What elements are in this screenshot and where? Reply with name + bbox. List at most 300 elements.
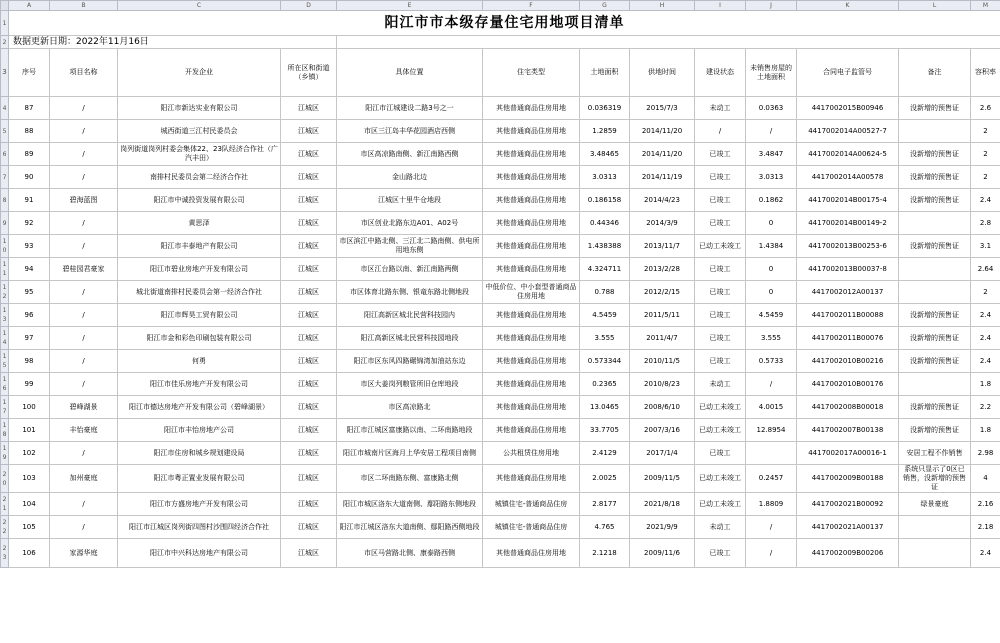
table-cell[interactable]: 2009/11/5 bbox=[630, 465, 695, 493]
table-cell[interactable]: 1.438388 bbox=[580, 235, 630, 258]
table-cell[interactable]: 4417002013B00253-6 bbox=[797, 235, 899, 258]
column-header[interactable]: 项目名称 bbox=[50, 49, 118, 97]
column-letter[interactable]: D bbox=[281, 1, 337, 11]
table-cell[interactable]: 阳江高新区城北民营科技园地段 bbox=[337, 327, 483, 350]
table-cell[interactable]: 何勇 bbox=[118, 350, 281, 373]
table-cell[interactable]: 4417002014B00149-2 bbox=[797, 212, 899, 235]
table-cell[interactable]: 没新增的预售证 bbox=[899, 327, 971, 350]
table-cell[interactable] bbox=[899, 539, 971, 568]
table-cell[interactable]: 2 bbox=[971, 143, 1000, 166]
table-cell[interactable]: 103 bbox=[9, 465, 50, 493]
table-cell[interactable]: 4417002010B00176 bbox=[797, 373, 899, 396]
table-cell[interactable]: 阳江市中兴科达房地产有限公司 bbox=[118, 539, 281, 568]
table-cell[interactable]: 碧桂园君豪家 bbox=[50, 258, 118, 281]
table-cell[interactable] bbox=[899, 281, 971, 304]
table-cell[interactable]: 4417002021A00137 bbox=[797, 516, 899, 539]
row-number[interactable]: 9 bbox=[1, 212, 9, 235]
table-cell[interactable]: 2 bbox=[971, 120, 1000, 143]
table-cell[interactable]: 城镇住宅-普通商品住房 bbox=[483, 516, 580, 539]
column-header[interactable]: 所在区和街道（乡镇） bbox=[281, 49, 337, 97]
row-number[interactable]: 1 bbox=[1, 11, 9, 36]
row-number[interactable]: 13 bbox=[1, 304, 9, 327]
table-cell[interactable]: 4.324711 bbox=[580, 258, 630, 281]
table-cell[interactable]: / bbox=[50, 120, 118, 143]
column-header[interactable]: 供地时间 bbox=[630, 49, 695, 97]
table-cell[interactable]: / bbox=[746, 373, 797, 396]
table-cell[interactable]: 4417002012A00137 bbox=[797, 281, 899, 304]
row-number[interactable]: 7 bbox=[1, 166, 9, 189]
table-cell[interactable] bbox=[899, 373, 971, 396]
table-cell[interactable]: 4417002013B00037-8 bbox=[797, 258, 899, 281]
table-cell[interactable]: 阳江市城南片区海月上华安居工程项目南侧 bbox=[337, 442, 483, 465]
table-cell[interactable]: 4417002009B00188 bbox=[797, 465, 899, 493]
table-cell[interactable]: 已竣工 bbox=[695, 212, 746, 235]
table-cell[interactable]: 安居工程不作销售 bbox=[899, 442, 971, 465]
table-cell[interactable]: 87 bbox=[9, 97, 50, 120]
table-cell[interactable]: 2010/8/23 bbox=[630, 373, 695, 396]
table-cell[interactable]: 4417002010B00216 bbox=[797, 350, 899, 373]
table-cell[interactable]: 已竣工 bbox=[695, 258, 746, 281]
column-letter[interactable]: A bbox=[9, 1, 50, 11]
table-cell[interactable]: 其他普通商品住房用地 bbox=[483, 539, 580, 568]
table-cell[interactable]: 4417002014A00527-7 bbox=[797, 120, 899, 143]
table-cell[interactable]: 江城区 bbox=[281, 166, 337, 189]
table-cell[interactable]: 4417002009B00206 bbox=[797, 539, 899, 568]
table-cell[interactable]: 97 bbox=[9, 327, 50, 350]
table-cell[interactable]: 黄思泽 bbox=[118, 212, 281, 235]
table-cell[interactable]: / bbox=[50, 350, 118, 373]
table-cell[interactable]: 2011/5/11 bbox=[630, 304, 695, 327]
table-cell[interactable]: 2015/7/3 bbox=[630, 97, 695, 120]
table-cell[interactable]: 0.186158 bbox=[580, 189, 630, 212]
table-cell[interactable]: 江城区 bbox=[281, 235, 337, 258]
table-cell[interactable]: 已动工未竣工 bbox=[695, 493, 746, 516]
table-cell[interactable]: 98 bbox=[9, 350, 50, 373]
table-cell[interactable]: 92 bbox=[9, 212, 50, 235]
table-cell[interactable]: 阳江市丰泰地产有限公司 bbox=[118, 235, 281, 258]
table-cell[interactable]: 94 bbox=[9, 258, 50, 281]
column-letter[interactable]: G bbox=[580, 1, 630, 11]
table-cell[interactable] bbox=[899, 258, 971, 281]
table-cell[interactable]: 95 bbox=[9, 281, 50, 304]
table-cell[interactable]: 没新增的预售证 bbox=[899, 143, 971, 166]
table-cell[interactable]: 其他普通商品住房用地 bbox=[483, 212, 580, 235]
table-cell[interactable]: 已竣工 bbox=[695, 442, 746, 465]
table-cell[interactable]: 市区高凉路南侧、新江南路西侧 bbox=[337, 143, 483, 166]
table-cell[interactable]: 3.1 bbox=[971, 235, 1000, 258]
table-cell[interactable]: 2014/11/20 bbox=[630, 143, 695, 166]
table-cell[interactable]: 丰怡豪庭 bbox=[50, 419, 118, 442]
table-cell[interactable]: 2012/2/15 bbox=[630, 281, 695, 304]
row-number[interactable]: 5 bbox=[1, 120, 9, 143]
table-cell[interactable]: 已动工未竣工 bbox=[695, 235, 746, 258]
row-number[interactable]: 8 bbox=[1, 189, 9, 212]
table-cell[interactable]: / bbox=[50, 516, 118, 539]
table-cell[interactable]: 3.4847 bbox=[746, 143, 797, 166]
table-cell[interactable]: 2.1218 bbox=[580, 539, 630, 568]
table-cell[interactable]: 阳江市丰怡房地产公司 bbox=[118, 419, 281, 442]
table-cell[interactable]: 已竣工 bbox=[695, 166, 746, 189]
table-cell[interactable]: 没新增的预售证 bbox=[899, 396, 971, 419]
table-cell[interactable]: 市区江台路以南、新江南路两侧 bbox=[337, 258, 483, 281]
column-header[interactable]: 备注 bbox=[899, 49, 971, 97]
table-cell[interactable]: 其他普通商品住房用地 bbox=[483, 465, 580, 493]
table-cell[interactable]: 0.5733 bbox=[746, 350, 797, 373]
table-cell[interactable]: 4 bbox=[971, 465, 1000, 493]
table-cell[interactable]: 其他普通商品住房用地 bbox=[483, 373, 580, 396]
table-cell[interactable]: 碧峰湖景 bbox=[50, 396, 118, 419]
column-header[interactable]: 合同电子监管号 bbox=[797, 49, 899, 97]
row-number[interactable]: 4 bbox=[1, 97, 9, 120]
table-cell[interactable]: 4417002014A00578 bbox=[797, 166, 899, 189]
column-letter[interactable]: M bbox=[971, 1, 1000, 11]
table-cell[interactable]: 阳江市区东风四路碾锦湾加油站东边 bbox=[337, 350, 483, 373]
table-cell[interactable]: 江城区 bbox=[281, 327, 337, 350]
table-cell[interactable]: 没新增的预售证 bbox=[899, 166, 971, 189]
table-cell[interactable] bbox=[899, 120, 971, 143]
table-cell[interactable]: 4417002017A00016-1 bbox=[797, 442, 899, 465]
table-cell[interactable]: 阳江市碧业房地产开发有限公司 bbox=[118, 258, 281, 281]
table-cell[interactable]: 已竣工 bbox=[695, 539, 746, 568]
row-number[interactable]: 11 bbox=[1, 258, 9, 281]
table-cell[interactable]: 1.2859 bbox=[580, 120, 630, 143]
table-cell[interactable]: 105 bbox=[9, 516, 50, 539]
table-cell[interactable]: / bbox=[50, 143, 118, 166]
table-cell[interactable]: 江城区 bbox=[281, 419, 337, 442]
table-cell[interactable]: 4417002014A00624-5 bbox=[797, 143, 899, 166]
table-cell[interactable]: 阳江市江城区岗列街四图村沙围四经济合作社 bbox=[118, 516, 281, 539]
row-number[interactable]: 10 bbox=[1, 235, 9, 258]
table-cell[interactable]: 市区高凉路北 bbox=[337, 396, 483, 419]
row-number[interactable]: 22 bbox=[1, 516, 9, 539]
row-number[interactable]: 18 bbox=[1, 419, 9, 442]
table-cell[interactable]: 0.1862 bbox=[746, 189, 797, 212]
table-cell[interactable]: 2009/11/6 bbox=[630, 539, 695, 568]
column-header[interactable]: 序号 bbox=[9, 49, 50, 97]
table-cell[interactable]: 市区大姜岗列粮管所旧仓库地段 bbox=[337, 373, 483, 396]
table-cell[interactable]: 其他普通商品住房用地 bbox=[483, 120, 580, 143]
table-cell[interactable]: 2007/3/16 bbox=[630, 419, 695, 442]
table-cell[interactable]: 市区创业北路东边A01、A02号 bbox=[337, 212, 483, 235]
row-number[interactable]: 16 bbox=[1, 373, 9, 396]
table-cell[interactable]: 90 bbox=[9, 166, 50, 189]
table-cell[interactable]: 4.5459 bbox=[580, 304, 630, 327]
table-cell[interactable]: 江城区十里牛仓地段 bbox=[337, 189, 483, 212]
table-cell[interactable]: 阳江市新达实业有限公司 bbox=[118, 97, 281, 120]
row-number[interactable]: 6 bbox=[1, 143, 9, 166]
table-cell[interactable]: 江城区 bbox=[281, 373, 337, 396]
table-cell[interactable]: 阳江市城区洛东大道南侧、鄢阳路东侧地段 bbox=[337, 493, 483, 516]
table-cell[interactable] bbox=[899, 516, 971, 539]
table-cell[interactable]: 4417002014B00175-4 bbox=[797, 189, 899, 212]
table-cell[interactable]: 阳江市江城区富康路以南、二环南路地段 bbox=[337, 419, 483, 442]
table-cell[interactable]: 1.8 bbox=[971, 419, 1000, 442]
table-cell[interactable]: 已竣工 bbox=[695, 281, 746, 304]
table-cell[interactable]: 其他普通商品住房用地 bbox=[483, 97, 580, 120]
table-cell[interactable]: 没新增的预售证 bbox=[899, 189, 971, 212]
table-cell[interactable]: 2 bbox=[971, 281, 1000, 304]
table-cell[interactable]: 4417002007B00138 bbox=[797, 419, 899, 442]
table-cell[interactable]: 绿景豪庭 bbox=[899, 493, 971, 516]
table-cell[interactable]: 其他普通商品住房用地 bbox=[483, 396, 580, 419]
table-cell[interactable]: 江城区 bbox=[281, 143, 337, 166]
table-cell[interactable]: 2013/2/28 bbox=[630, 258, 695, 281]
table-cell[interactable]: 2014/3/9 bbox=[630, 212, 695, 235]
table-cell[interactable]: 没新增的预售证 bbox=[899, 304, 971, 327]
table-cell[interactable]: 1.4384 bbox=[746, 235, 797, 258]
table-cell[interactable]: 阳江市中诚投资发展有限公司 bbox=[118, 189, 281, 212]
column-letter[interactable]: I bbox=[695, 1, 746, 11]
table-cell[interactable]: 已动工未竣工 bbox=[695, 465, 746, 493]
table-cell[interactable]: / bbox=[50, 493, 118, 516]
table-cell[interactable]: 没新增的预售证 bbox=[899, 235, 971, 258]
table-cell[interactable]: 加州豪庭 bbox=[50, 465, 118, 493]
row-number[interactable]: 3 bbox=[1, 49, 9, 97]
row-number[interactable]: 20 bbox=[1, 465, 9, 493]
table-cell[interactable]: / bbox=[50, 304, 118, 327]
table-cell[interactable]: 4417002015B00946 bbox=[797, 97, 899, 120]
table-cell[interactable]: 0 bbox=[746, 258, 797, 281]
table-cell[interactable]: 4417002008B00018 bbox=[797, 396, 899, 419]
table-cell[interactable]: 市区滨江中路北侧、三江北二路南侧、供电所用地东侧 bbox=[337, 235, 483, 258]
table-cell[interactable]: 2.4129 bbox=[580, 442, 630, 465]
table-cell[interactable]: 2.4 bbox=[971, 189, 1000, 212]
table-cell[interactable]: 未动工 bbox=[695, 97, 746, 120]
table-cell[interactable]: 未动工 bbox=[695, 516, 746, 539]
table-cell[interactable]: 2013/11/7 bbox=[630, 235, 695, 258]
row-number[interactable]: 17 bbox=[1, 396, 9, 419]
table-cell[interactable]: 其他普通商品住房用地 bbox=[483, 258, 580, 281]
table-cell[interactable]: / bbox=[746, 120, 797, 143]
table-cell[interactable]: / bbox=[50, 97, 118, 120]
table-cell[interactable]: 阳江市金和彩色印刷包装有限公司 bbox=[118, 327, 281, 350]
table-cell[interactable]: 其他普通商品住房用地 bbox=[483, 166, 580, 189]
table-cell[interactable]: 没新增的预售证 bbox=[899, 419, 971, 442]
column-letter[interactable]: F bbox=[483, 1, 580, 11]
table-cell[interactable]: 没新增的预售证 bbox=[899, 350, 971, 373]
table-cell[interactable]: 江城区 bbox=[281, 396, 337, 419]
column-header[interactable]: 开发企业 bbox=[118, 49, 281, 97]
row-number[interactable]: 21 bbox=[1, 493, 9, 516]
table-cell[interactable]: 4.5459 bbox=[746, 304, 797, 327]
table-cell[interactable]: 2014/11/19 bbox=[630, 166, 695, 189]
table-cell[interactable]: 金山路北边 bbox=[337, 166, 483, 189]
table-cell[interactable]: 0.036319 bbox=[580, 97, 630, 120]
table-cell[interactable]: 88 bbox=[9, 120, 50, 143]
table-cell[interactable]: 其他普通商品住房用地 bbox=[483, 235, 580, 258]
column-letter[interactable]: L bbox=[899, 1, 971, 11]
table-cell[interactable]: 4.0015 bbox=[746, 396, 797, 419]
table-cell[interactable]: 其他普通商品住房用地 bbox=[483, 304, 580, 327]
table-cell[interactable]: 阳江市德达房地产开发有限公司（碧峰湖景） bbox=[118, 396, 281, 419]
table-cell[interactable]: 中低价位、中小套型普通商品住房用地 bbox=[483, 281, 580, 304]
table-cell[interactable]: 阳江市粤正置业发展有限公司 bbox=[118, 465, 281, 493]
table-cell[interactable]: 阳江市住房和城乡规划建设局 bbox=[118, 442, 281, 465]
column-letter[interactable]: K bbox=[797, 1, 899, 11]
column-letter[interactable]: C bbox=[118, 1, 281, 11]
table-cell[interactable]: 2.4 bbox=[971, 304, 1000, 327]
table-cell[interactable]: 江城区 bbox=[281, 97, 337, 120]
table-cell[interactable]: 市区马营路北侧、康泰路西侧 bbox=[337, 539, 483, 568]
table-cell[interactable]: 2010/11/5 bbox=[630, 350, 695, 373]
table-cell[interactable]: 江城区 bbox=[281, 212, 337, 235]
table-cell[interactable]: 已动工未竣工 bbox=[695, 396, 746, 419]
table-cell[interactable]: 公共租赁住房用地 bbox=[483, 442, 580, 465]
table-cell[interactable]: 已竣工 bbox=[695, 327, 746, 350]
table-cell[interactable]: 104 bbox=[9, 493, 50, 516]
row-number[interactable]: 14 bbox=[1, 327, 9, 350]
table-cell[interactable]: 阳江市江城区洛东大道南侧、鄢阳路西侧地段 bbox=[337, 516, 483, 539]
table-cell[interactable]: / bbox=[50, 327, 118, 350]
table-cell[interactable]: 市区三江岛丰华花园酒店西侧 bbox=[337, 120, 483, 143]
table-cell[interactable]: 2017/1/4 bbox=[630, 442, 695, 465]
table-cell[interactable]: 0.2457 bbox=[746, 465, 797, 493]
table-cell[interactable]: / bbox=[746, 539, 797, 568]
table-cell[interactable]: 2.16 bbox=[971, 493, 1000, 516]
table-cell[interactable]: 已竣工 bbox=[695, 350, 746, 373]
table-cell[interactable]: 城西街道三江村民委员会 bbox=[118, 120, 281, 143]
table-cell[interactable]: 0 bbox=[746, 281, 797, 304]
column-letter[interactable]: B bbox=[50, 1, 118, 11]
table-cell[interactable]: 阳江市辉昊工贸有限公司 bbox=[118, 304, 281, 327]
table-cell[interactable]: / bbox=[50, 212, 118, 235]
table-cell[interactable]: 3.555 bbox=[580, 327, 630, 350]
table-cell[interactable]: 4.765 bbox=[580, 516, 630, 539]
table-cell[interactable]: 91 bbox=[9, 189, 50, 212]
table-cell[interactable]: 0.573344 bbox=[580, 350, 630, 373]
table-cell[interactable]: 0.44346 bbox=[580, 212, 630, 235]
table-cell[interactable]: 2.8 bbox=[971, 212, 1000, 235]
column-letter[interactable]: J bbox=[746, 1, 797, 11]
table-cell[interactable]: 江城区 bbox=[281, 120, 337, 143]
table-cell[interactable]: 江城区 bbox=[281, 189, 337, 212]
table-cell[interactable]: 南排村民委员会第二经济合作社 bbox=[118, 166, 281, 189]
table-cell[interactable]: 4417002011B00076 bbox=[797, 327, 899, 350]
table-cell[interactable]: 其他普通商品住房用地 bbox=[483, 327, 580, 350]
column-header[interactable]: 容积率 bbox=[971, 49, 1000, 97]
table-cell[interactable]: 2014/4/23 bbox=[630, 189, 695, 212]
table-cell[interactable]: 96 bbox=[9, 304, 50, 327]
table-cell[interactable]: 已竣工 bbox=[695, 143, 746, 166]
table-cell[interactable]: / bbox=[50, 281, 118, 304]
column-header[interactable]: 具体位置 bbox=[337, 49, 483, 97]
table-cell[interactable]: 其他普通商品住房用地 bbox=[483, 419, 580, 442]
table-cell[interactable]: 江城区 bbox=[281, 516, 337, 539]
table-cell[interactable]: 城镇住宅-普通商品住房 bbox=[483, 493, 580, 516]
table-cell[interactable]: / bbox=[746, 516, 797, 539]
row-number[interactable]: 15 bbox=[1, 350, 9, 373]
table-cell[interactable] bbox=[899, 212, 971, 235]
table-cell[interactable]: / bbox=[50, 235, 118, 258]
table-cell[interactable]: 2 bbox=[971, 166, 1000, 189]
table-cell[interactable]: 江城区 bbox=[281, 350, 337, 373]
table-cell[interactable]: 33.7705 bbox=[580, 419, 630, 442]
table-cell[interactable]: 3.555 bbox=[746, 327, 797, 350]
row-number[interactable]: 2 bbox=[1, 36, 9, 49]
table-cell[interactable]: 2.98 bbox=[971, 442, 1000, 465]
table-cell[interactable]: 江城区 bbox=[281, 442, 337, 465]
table-cell[interactable]: 12.8954 bbox=[746, 419, 797, 442]
table-cell[interactable]: 2.2 bbox=[971, 396, 1000, 419]
table-cell[interactable]: 1.8 bbox=[971, 373, 1000, 396]
table-cell[interactable]: 岗列街道岗列村委会集体22、23队经济合作社（广汽丰田） bbox=[118, 143, 281, 166]
table-cell[interactable]: 2011/4/7 bbox=[630, 327, 695, 350]
table-cell[interactable]: 4417002021B00092 bbox=[797, 493, 899, 516]
table-cell[interactable]: 100 bbox=[9, 396, 50, 419]
table-cell[interactable]: 其他普通商品住房用地 bbox=[483, 143, 580, 166]
table-cell[interactable]: 阳江市佳乐房地产开发有限公司 bbox=[118, 373, 281, 396]
table-cell[interactable]: 3.48465 bbox=[580, 143, 630, 166]
table-cell[interactable]: 2.64 bbox=[971, 258, 1000, 281]
row-number[interactable]: 12 bbox=[1, 281, 9, 304]
table-cell[interactable] bbox=[746, 442, 797, 465]
table-cell[interactable]: 阳江高新区城北民营科技园内 bbox=[337, 304, 483, 327]
table-cell[interactable]: 2.4 bbox=[971, 327, 1000, 350]
column-header[interactable]: 未销售房屋的土地面积 bbox=[746, 49, 797, 97]
column-header[interactable]: 土地面积 bbox=[580, 49, 630, 97]
table-cell[interactable]: 106 bbox=[9, 539, 50, 568]
table-cell[interactable]: 2.4 bbox=[971, 350, 1000, 373]
table-cell[interactable]: 2.4 bbox=[971, 539, 1000, 568]
table-cell[interactable]: 未动工 bbox=[695, 373, 746, 396]
table-cell[interactable]: 2021/8/18 bbox=[630, 493, 695, 516]
table-cell[interactable]: 没新增的预售证 bbox=[899, 97, 971, 120]
column-header[interactable]: 住宅类型 bbox=[483, 49, 580, 97]
table-cell[interactable]: 0 bbox=[746, 212, 797, 235]
table-cell[interactable]: / bbox=[695, 120, 746, 143]
table-cell[interactable]: 江城区 bbox=[281, 493, 337, 516]
table-cell[interactable]: 1.8809 bbox=[746, 493, 797, 516]
table-cell[interactable]: 已竣工 bbox=[695, 304, 746, 327]
table-cell[interactable]: 99 bbox=[9, 373, 50, 396]
table-cell[interactable]: 阳江市方盛房地产开发有限公司 bbox=[118, 493, 281, 516]
table-cell[interactable]: 已竣工 bbox=[695, 189, 746, 212]
table-cell[interactable]: 市区二环南路东侧、富康路北侧 bbox=[337, 465, 483, 493]
table-cell[interactable]: 其他普通商品住房用地 bbox=[483, 189, 580, 212]
table-cell[interactable]: 碧海蓝图 bbox=[50, 189, 118, 212]
table-cell[interactable]: 93 bbox=[9, 235, 50, 258]
table-cell[interactable]: 城北街道南排村民委员会第一经济合作社 bbox=[118, 281, 281, 304]
table-cell[interactable]: 3.0313 bbox=[746, 166, 797, 189]
table-cell[interactable]: 0.788 bbox=[580, 281, 630, 304]
table-cell[interactable]: 已动工未竣工 bbox=[695, 419, 746, 442]
table-cell[interactable]: 江城区 bbox=[281, 304, 337, 327]
table-cell[interactable]: 13.0465 bbox=[580, 396, 630, 419]
table-cell[interactable]: 江城区 bbox=[281, 539, 337, 568]
table-cell[interactable]: 系统只显示了0区已销售，没新增的预售证 bbox=[899, 465, 971, 493]
table-cell[interactable]: 3.0313 bbox=[580, 166, 630, 189]
table-cell[interactable]: 4417002011B00088 bbox=[797, 304, 899, 327]
table-cell[interactable]: 市区体育北路东侧、银竜东路北侧地段 bbox=[337, 281, 483, 304]
table-cell[interactable]: 0.0363 bbox=[746, 97, 797, 120]
select-all-corner[interactable] bbox=[1, 1, 9, 11]
table-cell[interactable]: 2.0025 bbox=[580, 465, 630, 493]
table-cell[interactable]: 2008/6/10 bbox=[630, 396, 695, 419]
table-cell[interactable]: 0.2365 bbox=[580, 373, 630, 396]
table-cell[interactable]: 江城区 bbox=[281, 258, 337, 281]
row-number[interactable]: 19 bbox=[1, 442, 9, 465]
table-cell[interactable]: 2.8177 bbox=[580, 493, 630, 516]
table-cell[interactable]: 2.6 bbox=[971, 97, 1000, 120]
table-cell[interactable]: 2.18 bbox=[971, 516, 1000, 539]
table-cell[interactable]: / bbox=[50, 166, 118, 189]
column-letter[interactable]: H bbox=[630, 1, 695, 11]
table-cell[interactable]: 其他普通商品住房用地 bbox=[483, 350, 580, 373]
table-cell[interactable]: 89 bbox=[9, 143, 50, 166]
column-header[interactable]: 建设状态 bbox=[695, 49, 746, 97]
table-cell[interactable]: / bbox=[50, 442, 118, 465]
empty-cell[interactable] bbox=[337, 36, 1000, 49]
